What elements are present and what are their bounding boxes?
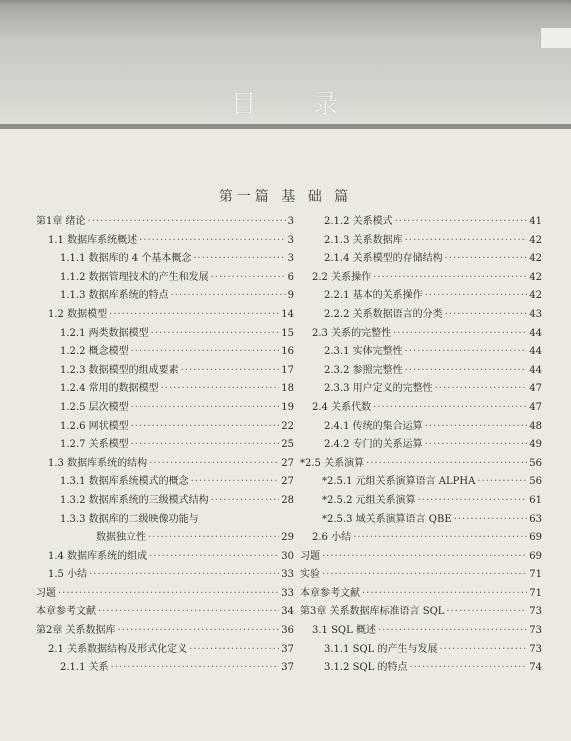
toc-entry-page: 27 (281, 457, 294, 469)
toc-entry-page: 17 (281, 364, 294, 376)
dot-leader (393, 328, 527, 339)
toc-entry-label: 本章参考文献 (300, 587, 360, 599)
toc-title-right: 录 (312, 89, 341, 120)
toc-entry-page: 33 (281, 569, 294, 581)
toc-entry-label: 2.3 关系的完整性 (312, 327, 392, 339)
dot-leader (418, 495, 528, 506)
toc-entry-page: 42 (529, 290, 542, 302)
dot-leader (322, 569, 527, 580)
toc-entry[interactable] (300, 342, 542, 361)
toc-entry-page: 44 (529, 364, 542, 376)
toc-entry-label: 1.2.3 数据模型的组成要素 (60, 364, 179, 376)
toc-entry-page: 47 (529, 383, 542, 395)
toc-entry-label: 1.2.5 层次模型 (60, 401, 129, 413)
toc-entry-label: 实验 (300, 569, 320, 581)
dot-leader (378, 625, 527, 636)
toc-entry-page: 73 (529, 606, 542, 618)
toc-entry-page: 69 (529, 550, 542, 562)
toc-entry[interactable] (36, 640, 294, 659)
dot-leader (131, 346, 280, 357)
toc-entry[interactable] (300, 361, 542, 380)
toc-entry-page: 73 (529, 625, 542, 637)
toc-entry-page: 25 (281, 439, 294, 451)
dot-leader (405, 365, 528, 376)
dot-leader (211, 272, 286, 283)
toc-entry-label: 2.2.2 关系数据语言的分类 (324, 308, 443, 320)
toc-entry-label: 1.1.3 数据库系统的特点 (60, 290, 169, 302)
toc-entry-label: 1.1.1 数据库的 4 个基本概念 (60, 253, 192, 265)
dot-leader (454, 514, 528, 525)
toc-entry-page: 36 (281, 625, 294, 637)
toc-left-column (36, 212, 294, 677)
toc-entry-label: 3.1 SQL 概述 (312, 625, 376, 637)
toc-entry-label: 1.2.1 两类数据模型 (60, 327, 149, 339)
dot-leader (161, 383, 280, 394)
toc-entry-page: 43 (529, 308, 542, 320)
toc-entry[interactable] (300, 584, 542, 603)
toc-entry-label: 2.3.2 参照完整性 (324, 364, 403, 376)
toc-entry[interactable] (300, 286, 542, 305)
dot-leader (395, 216, 528, 227)
dot-leader (373, 272, 527, 283)
toc-entry[interactable] (300, 528, 542, 547)
toc-entry-page: 37 (281, 662, 294, 674)
toc-entry-label: 习题 (36, 587, 56, 599)
dot-leader (139, 235, 286, 246)
toc-entry-page: 44 (529, 327, 542, 339)
toc-entry-label: 第1章 绪论 (36, 216, 86, 227)
toc-entry-page: 3 (287, 216, 294, 227)
toc-entry[interactable] (36, 379, 294, 398)
dot-leader (88, 216, 286, 227)
toc-entry[interactable] (36, 565, 294, 584)
dot-leader (435, 383, 528, 394)
toc-entry-page: 27 (281, 476, 294, 488)
toc-entry-page: 71 (529, 569, 542, 581)
toc-entry-label: 1.3.2 数据库系统的三级模式结构 (60, 494, 209, 506)
toc-entry-page: 69 (529, 532, 542, 544)
toc-entry[interactable] (300, 305, 542, 324)
toc-entry-page: 18 (281, 383, 294, 395)
dot-leader (362, 588, 527, 599)
dot-leader (58, 588, 279, 599)
dot-leader (410, 662, 528, 673)
toc-entry-label: *2.5.2 元组关系演算 (322, 494, 416, 506)
toc-entry[interactable] (36, 305, 294, 324)
toc-entry[interactable] (36, 249, 294, 268)
toc-entry[interactable] (300, 398, 542, 417)
toc-entry-label: 第3章 关系数据库标准语言 SQL (300, 606, 445, 618)
toc-entry-page: 33 (281, 587, 294, 599)
toc-entry[interactable] (36, 602, 294, 621)
toc-entry-label: 2.1 关系数据结构及形式化定义 (48, 643, 188, 655)
toc-entry-label: 1.2 数据模型 (48, 308, 108, 320)
toc-entry[interactable] (300, 491, 542, 510)
toc-entry[interactable] (300, 379, 542, 398)
toc-entry[interactable] (300, 658, 542, 677)
toc-entry[interactable] (36, 286, 294, 305)
toc-entry[interactable] (300, 510, 542, 529)
toc-entry-label: 2.4 关系代数 (312, 401, 372, 413)
toc-entry-label: 数据独立性 (96, 532, 146, 544)
dot-leader (149, 458, 279, 469)
toc-entry-label: 1.2.4 常用的数据模型 (60, 383, 159, 395)
toc-entry[interactable] (300, 417, 542, 436)
toc-entry-label: 3.1.2 SQL 的特点 (324, 662, 408, 674)
toc-entry[interactable] (36, 398, 294, 417)
toc-entry-page: 15 (281, 327, 294, 339)
toc-entry-label: 2.1.1 关系 (60, 662, 109, 674)
toc-entry[interactable] (36, 491, 294, 510)
dot-leader (109, 309, 279, 320)
dot-leader (425, 439, 528, 450)
dot-leader (131, 402, 280, 413)
toc-entry-label: 2.2.1 基本的关系操作 (324, 290, 423, 302)
toc-entry-page: 48 (529, 420, 542, 432)
toc-entry[interactable] (300, 324, 542, 343)
dot-leader (405, 235, 528, 246)
toc-entry-label: 2.3.1 实体完整性 (324, 346, 403, 358)
toc-entry[interactable] (36, 417, 294, 436)
toc-entry[interactable] (36, 361, 294, 380)
toc-entry[interactable] (300, 547, 542, 566)
toc-entry-page: 71 (529, 587, 542, 599)
dot-leader (445, 309, 528, 320)
dot-leader (131, 439, 280, 450)
toc-entry-label: 1.3.3 数据库的二级映像功能与 (60, 513, 199, 525)
dot-leader (353, 532, 527, 543)
toc-entry-label: 2.6 小结 (312, 532, 352, 544)
toc-entry-label: 1.1.2 数据管理技术的产生和发展 (60, 271, 209, 283)
toc-entry[interactable] (300, 565, 542, 584)
toc-entry-page: 3 (287, 253, 294, 265)
dot-leader (477, 476, 527, 487)
toc-entry-page: 63 (529, 513, 542, 525)
toc-entry-label: 3.1.1 SQL 的产生与发展 (324, 643, 438, 655)
toc-entry[interactable] (36, 324, 294, 343)
toc-entry[interactable] (36, 510, 294, 529)
toc-entry[interactable] (36, 454, 294, 473)
dot-leader (440, 644, 528, 655)
dot-leader (89, 569, 279, 580)
toc-entry[interactable] (300, 435, 542, 454)
toc-entry-page: 28 (281, 494, 294, 506)
toc-entry[interactable] (300, 472, 542, 491)
toc-entry-page: 37 (281, 643, 294, 655)
dot-leader (189, 644, 279, 655)
dot-leader (98, 606, 279, 617)
toc-entry[interactable] (300, 249, 542, 268)
part-title: 第一篇 基 础 篇 (218, 189, 353, 205)
toc-entry-page: 34 (281, 606, 294, 618)
toc-entry-page: 41 (529, 216, 542, 227)
dot-leader (425, 421, 528, 432)
dot-leader (425, 290, 528, 301)
dot-leader (445, 253, 528, 264)
dot-leader (148, 532, 279, 543)
toc-entry-label: 第2章 关系数据库 (36, 625, 116, 637)
toc-entry-label: 1.1 数据库系统概述 (48, 234, 138, 246)
toc-entry-label: 1.2.6 网状模型 (60, 420, 129, 432)
dot-leader (366, 458, 527, 469)
toc-entry-page: 42 (529, 253, 542, 265)
toc-entry-page: 47 (529, 401, 542, 413)
toc-entry-page: 56 (529, 476, 542, 488)
dot-leader (322, 551, 527, 562)
toc-entry-page: 16 (281, 346, 294, 358)
dot-leader (446, 606, 527, 617)
toc-entry-page: 73 (529, 643, 542, 655)
toc-entry-label: 1.4 数据库系统的组成 (48, 550, 148, 562)
toc-entry-label: *2.5 关系演算 (300, 457, 365, 469)
toc-entry[interactable] (36, 547, 294, 566)
toc-entry-page: 3 (287, 234, 294, 246)
corner-tab (540, 28, 571, 48)
dot-leader (151, 328, 280, 339)
toc-entry-page: 42 (529, 271, 542, 283)
toc-entry-label: 2.1.4 关系模型的存储结构 (324, 253, 443, 265)
dot-leader (191, 476, 280, 487)
toc-entry[interactable] (36, 342, 294, 361)
toc-entry-page: 6 (287, 271, 294, 283)
toc-entry-label: 2.3.3 用户定义的完整性 (324, 383, 433, 395)
toc-entry-page: 74 (529, 662, 542, 674)
toc-entry-label: 习题 (300, 550, 320, 562)
toc-right-column (300, 212, 542, 677)
toc-entry-label: 1.2.7 关系模型 (60, 439, 129, 451)
toc-entry-label: 1.3.1 数据库系统模式的概念 (60, 476, 189, 488)
toc-entry-page: 42 (529, 234, 542, 246)
dot-leader (373, 402, 527, 413)
toc-entry[interactable] (300, 268, 542, 287)
toc-entry-label: 1.3 数据库系统的结构 (48, 457, 148, 469)
toc-entry-page: 56 (529, 457, 542, 469)
toc-entry[interactable] (300, 454, 542, 473)
title-divider (0, 124, 571, 129)
toc-entry[interactable] (36, 435, 294, 454)
toc-entry[interactable] (300, 212, 542, 231)
toc-entry-label: *2.5.1 元组关系演算语言 ALPHA (322, 476, 476, 488)
toc-entry-label: 2.1.2 关系模式 (324, 216, 393, 227)
toc-entry-label: 1.5 小结 (48, 569, 88, 581)
toc-entry[interactable] (300, 621, 542, 640)
toc-entry-page: 30 (281, 550, 294, 562)
toc-entry[interactable] (36, 472, 294, 491)
toc-entry[interactable] (300, 640, 542, 659)
toc-entry[interactable] (36, 621, 294, 640)
dot-leader (131, 421, 280, 432)
toc-entry[interactable] (36, 528, 294, 547)
toc-entry[interactable] (36, 212, 294, 231)
toc-title-left: 目 (230, 89, 259, 120)
toc-entry-page: 19 (281, 401, 294, 413)
toc-entry-page: 9 (287, 290, 294, 302)
toc-entry[interactable] (300, 231, 542, 250)
toc-entry[interactable] (36, 584, 294, 603)
toc-entry-label: 2.1.3 关系数据库 (324, 234, 403, 246)
toc-entry-label: 1.2.2 概念模型 (60, 346, 129, 358)
dot-leader (118, 625, 280, 636)
toc-entry-page: 49 (529, 439, 542, 451)
dot-leader (171, 290, 286, 301)
dot-leader (211, 495, 280, 506)
toc-title (0, 84, 571, 120)
dot-leader (405, 346, 528, 357)
toc-entry[interactable] (36, 658, 294, 677)
toc-entry-label: 本章参考文献 (36, 606, 96, 618)
dot-leader (111, 662, 280, 673)
toc-entry-label: *2.5.3 域关系演算语言 QBE (322, 513, 452, 525)
toc-entry[interactable] (300, 602, 542, 621)
toc-entry[interactable] (36, 268, 294, 287)
toc-entry-page: 14 (281, 308, 294, 320)
toc-entry-label: 2.2 关系操作 (312, 271, 372, 283)
toc-entry-label: 2.4.2 专门的关系运算 (324, 439, 423, 451)
toc-entry-page: 22 (281, 420, 294, 432)
dot-leader (193, 253, 285, 264)
toc-entry-page: 29 (281, 532, 294, 544)
toc-entry-label: 2.4.1 传统的集合运算 (324, 420, 423, 432)
dot-leader (149, 551, 279, 562)
toc-entry-page: 61 (529, 494, 542, 506)
toc-entry-page: 44 (529, 346, 542, 358)
dot-leader (181, 365, 280, 376)
toc-entry[interactable] (36, 231, 294, 250)
